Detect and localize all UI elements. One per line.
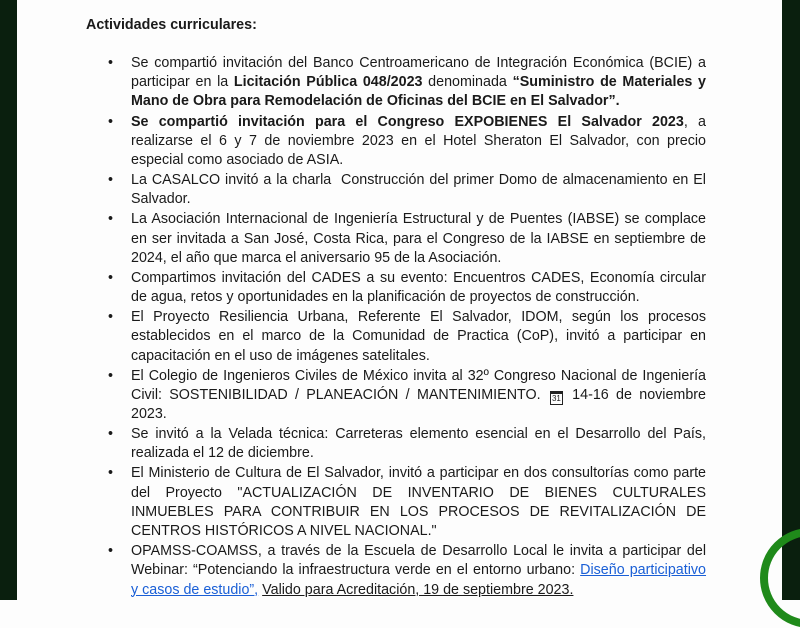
bullet: • bbox=[108, 367, 114, 384]
bullet: • bbox=[108, 543, 114, 560]
list-item: • El Colegio de Ingenieros Civiles de México invita al 32º Congreso Nacional de Ingeniería Civil: SOSTENIBILIDAD / PLANEACIÓN / MANTENIMIENTO. 31 14-16 de noviembre 2023. bbox=[108, 367, 707, 422]
decorative-ring bbox=[760, 528, 800, 628]
bullet: • bbox=[108, 465, 114, 482]
bullet: • bbox=[108, 55, 114, 71]
list-item: • Se compartió invitación del Banco Centroamericano de Integración Económica (BCIE) a participar en la Licitación Pública 048/2023 denominada “Suministro de Materiales y Mano de Obra para Remodelación de Oficinas del BCIE en El Salvador”. bbox=[108, 55, 707, 110]
bullet: • bbox=[108, 426, 114, 443]
bullet: • bbox=[108, 269, 114, 286]
bullet: • bbox=[108, 211, 114, 228]
accreditation-note: Valido para Acreditación, 19 de septiembre 2023. bbox=[262, 581, 574, 598]
bullet: • bbox=[108, 113, 114, 130]
bullet: • bbox=[108, 172, 114, 188]
left-frame-bar bbox=[0, 0, 17, 600]
list-item: • El Ministerio de Cultura de El Salvador, invitó a participar en dos consultorías como parte del Proyecto "ACTUALIZACIÓN DE INVENTARIO DE BIENES CULTURALES INMUEBLES PARA CONTRIBUIR EN LOS PROCESOS DE REVITALIZACIÓN DE CENTROS HISTÓRICOS A NIVEL NACIONAL." bbox=[108, 465, 706, 539]
list-item: • Se compartió invitación para el Congreso EXPOBIENES El Salvador 2023, a realizarse el 6 y 7 de noviembre 2023 en el Hotel Sheraton El Salvador, con precio especial como asociado de ASIA. bbox=[108, 113, 706, 168]
calendar-icon: 31 bbox=[550, 391, 563, 405]
list-item: • El Proyecto Resiliencia Urbana, Referente El Salvador, IDOM, según los procesos establecidos en el marco de la Comunidad de Practica (CoP), invitó a participar en capacitación en el uso de imágenes satelitales. bbox=[108, 309, 706, 364]
list-item: • OPAMSS-COAMSS, a través de la Escuela de Desarrollo Local le invita a participar del Webinar: “Potenciando la infraestructura verde en el entorno urbano: Diseño participativo y casos de estudio”, Valido para Acreditación, 19 de septiembre 2023. bbox=[108, 543, 707, 598]
list-item: • La Asociación Internacional de Ingeniería Estructural y de Puentes (IABSE) se complace en ser invitada a San José, Costa Rica, para el Congreso de la IABSE en septiembre de 2024, el año que marca el aniversario 95 de la Asociación. bbox=[108, 211, 706, 266]
list-item: • Compartimos invitación del CADES a su evento: Encuentros CADES, Economía circular de agua, retos y oportunidades en la planificación de proyectos de construcción. bbox=[108, 269, 706, 305]
webinar-link[interactable]: Diseño participativo y casos de estudio”, bbox=[131, 562, 707, 598]
bullet: • bbox=[108, 309, 114, 326]
activities-list bbox=[86, 54, 710, 600]
list-item: • Se invitó a la Velada técnica: Carreteras elemento esencial en el Desarrollo del País, realizada el 12 de diciembre. bbox=[108, 426, 706, 462]
list-item: • La CASALCO invitó a la charla Construcción del primer Domo de almacenamiento en El Salvador. bbox=[108, 172, 710, 208]
document-page bbox=[86, 16, 710, 601]
section-heading: Actividades curriculares: bbox=[86, 17, 257, 33]
right-frame-bar bbox=[782, 0, 800, 600]
